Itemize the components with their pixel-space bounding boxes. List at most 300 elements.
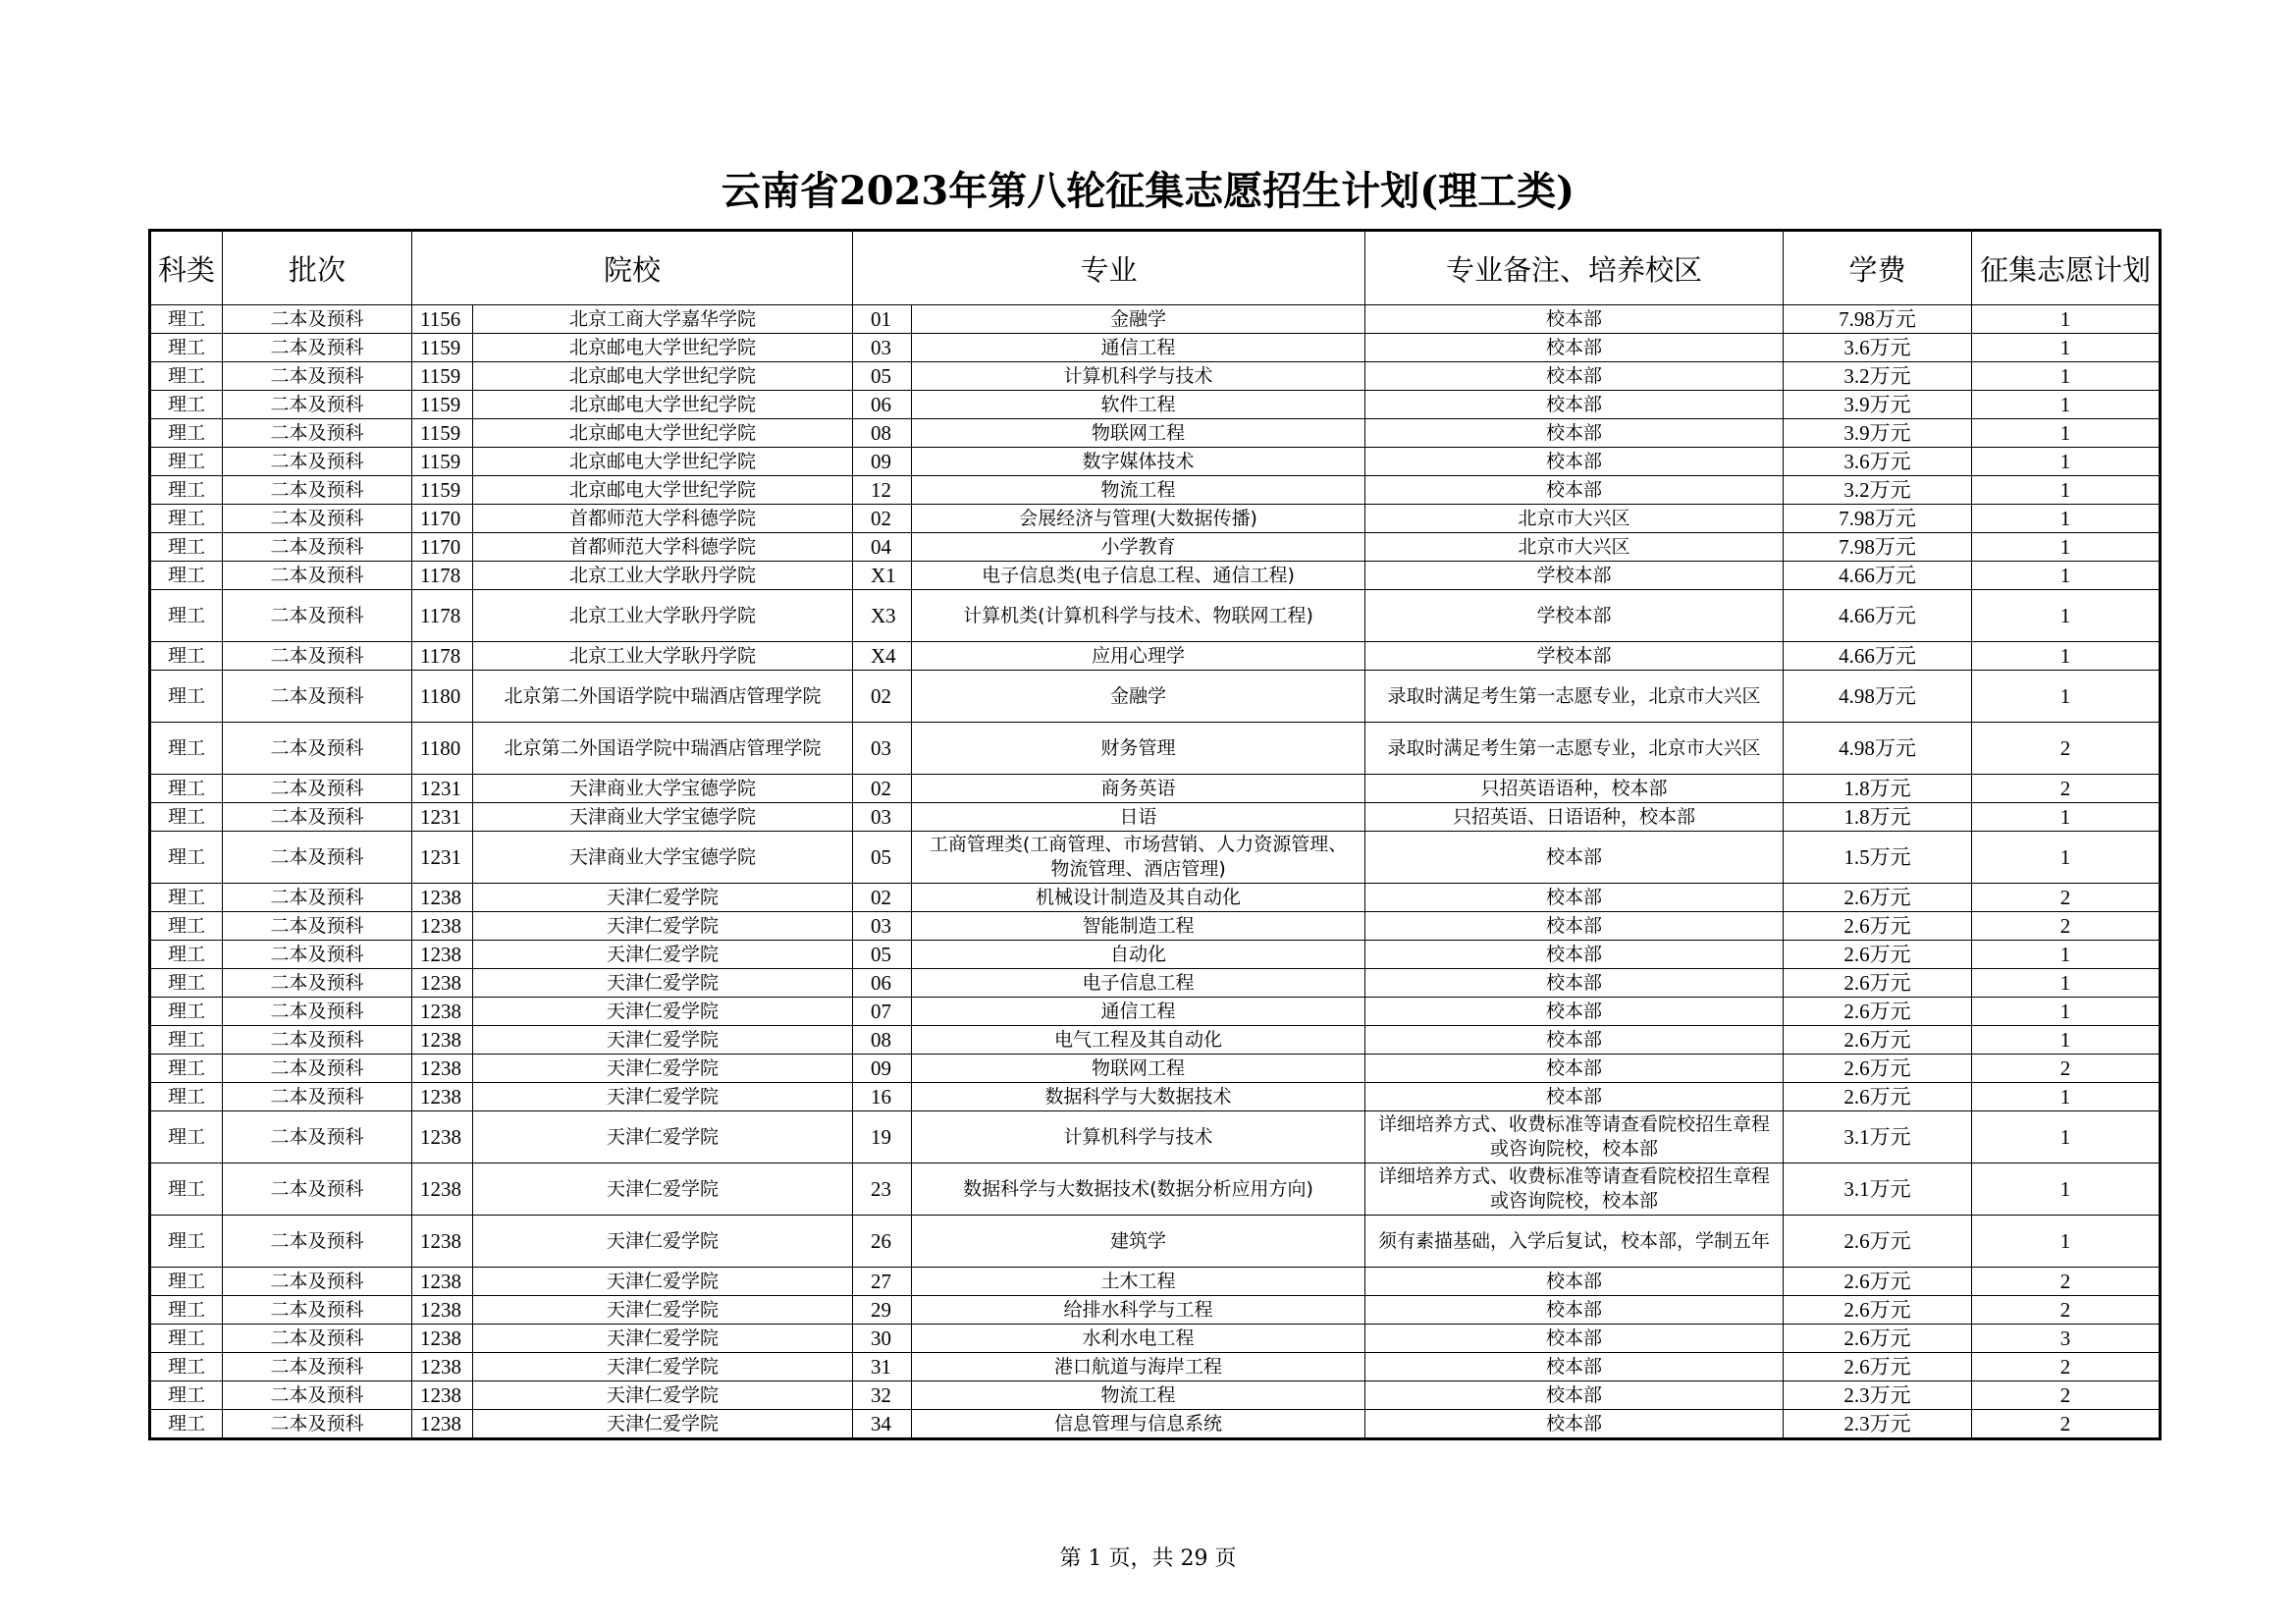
cell-batch: 二本及预科	[223, 1216, 412, 1268]
cell-major-code: 30	[853, 1325, 912, 1353]
cell-plan: 2	[1972, 723, 2161, 775]
cell-remark: 只招英语语种，校本部	[1365, 775, 1784, 803]
cell-category: 理工	[150, 1268, 223, 1296]
table-row	[150, 590, 2161, 642]
cell-batch: 二本及预科	[223, 1268, 412, 1296]
cell-category: 理工	[150, 1026, 223, 1055]
cell-major: 金融学	[912, 671, 1365, 723]
cell-fee: 3.1万元	[1784, 1111, 1972, 1164]
cell-school-code: 1238	[412, 1410, 473, 1439]
cell-fee: 1.5万元	[1784, 832, 1972, 884]
cell-remark: 只招英语、日语语种，校本部	[1365, 803, 1784, 832]
cell-category: 理工	[150, 562, 223, 590]
cell-remark: 校本部	[1365, 998, 1784, 1026]
cell-major: 小学教育	[912, 533, 1365, 562]
cell-fee: 3.2万元	[1784, 476, 1972, 505]
cell-major: 智能制造工程	[912, 912, 1365, 941]
cell-remark: 校本部	[1365, 448, 1784, 476]
page-title: 云南省2023年第八轮征集志愿招生计划(理工类)	[721, 168, 1575, 214]
table-row	[150, 1216, 2161, 1268]
cell-remark: 校本部	[1365, 362, 1784, 391]
cell-remark: 校本部	[1365, 832, 1784, 884]
cell-category: 理工	[150, 642, 223, 671]
cell-remark: 校本部	[1365, 884, 1784, 912]
cell-school-code: 1170	[412, 533, 473, 562]
table-row	[150, 448, 2161, 476]
cell-major: 土木工程	[912, 1268, 1365, 1296]
cell-major-code: 08	[853, 419, 912, 448]
cell-batch: 二本及预科	[223, 775, 412, 803]
cell-school: 天津仁爱学院	[473, 1353, 853, 1381]
table-row	[150, 642, 2161, 671]
cell-category: 理工	[150, 1164, 223, 1216]
cell-school: 天津仁爱学院	[473, 941, 853, 969]
cell-plan: 1	[1972, 505, 2161, 533]
cell-plan: 1	[1972, 803, 2161, 832]
table-row	[150, 671, 2161, 723]
cell-batch: 二本及预科	[223, 941, 412, 969]
cell-remark: 校本部	[1365, 419, 1784, 448]
table-body	[150, 305, 2161, 1439]
page-footer: 第 1 页，共 29 页	[1059, 1546, 1237, 1571]
header-fee: 学费	[1784, 231, 1972, 305]
cell-category: 理工	[150, 533, 223, 562]
cell-major-code: 06	[853, 969, 912, 998]
cell-major: 物联网工程	[912, 419, 1365, 448]
cell-school-code: 1238	[412, 1026, 473, 1055]
cell-fee: 2.6万元	[1784, 1325, 1972, 1353]
cell-major-code: X1	[853, 562, 912, 590]
cell-batch: 二本及预科	[223, 642, 412, 671]
cell-major: 物流工程	[912, 1381, 1365, 1410]
table-row	[150, 305, 2161, 334]
cell-major: 计算机科学与技术	[912, 1111, 1365, 1164]
cell-major-code: 03	[853, 723, 912, 775]
cell-batch: 二本及预科	[223, 533, 412, 562]
cell-category: 理工	[150, 1325, 223, 1353]
cell-major-code: 09	[853, 448, 912, 476]
cell-remark: 详细培养方式、收费标准等请查看院校招生章程或咨询院校，校本部	[1365, 1111, 1784, 1164]
cell-school: 天津仁爱学院	[473, 1381, 853, 1410]
cell-major-code: 03	[853, 803, 912, 832]
cell-major-code: 05	[853, 362, 912, 391]
cell-major: 水利水电工程	[912, 1325, 1365, 1353]
cell-school: 北京工业大学耿丹学院	[473, 590, 853, 642]
cell-remark: 北京市大兴区	[1365, 505, 1784, 533]
cell-plan: 1	[1972, 998, 2161, 1026]
cell-school-code: 1178	[412, 642, 473, 671]
header-school: 院校	[412, 231, 853, 305]
cell-major-code: 02	[853, 884, 912, 912]
cell-remark: 校本部	[1365, 969, 1784, 998]
cell-fee: 2.6万元	[1784, 969, 1972, 998]
cell-plan: 2	[1972, 912, 2161, 941]
cell-school-code: 1238	[412, 1055, 473, 1083]
cell-fee: 7.98万元	[1784, 505, 1972, 533]
cell-school-code: 1238	[412, 1381, 473, 1410]
cell-school: 天津仁爱学院	[473, 998, 853, 1026]
cell-plan: 2	[1972, 1353, 2161, 1381]
cell-school: 天津商业大学宝德学院	[473, 775, 853, 803]
cell-fee: 3.9万元	[1784, 391, 1972, 419]
cell-major-code: X3	[853, 590, 912, 642]
cell-batch: 二本及预科	[223, 1381, 412, 1410]
cell-major-code: 12	[853, 476, 912, 505]
cell-remark: 北京市大兴区	[1365, 533, 1784, 562]
cell-category: 理工	[150, 1410, 223, 1439]
cell-fee: 2.6万元	[1784, 998, 1972, 1026]
cell-category: 理工	[150, 884, 223, 912]
cell-category: 理工	[150, 1381, 223, 1410]
table-row	[150, 419, 2161, 448]
cell-fee: 4.98万元	[1784, 671, 1972, 723]
table-row	[150, 969, 2161, 998]
cell-batch: 二本及预科	[223, 362, 412, 391]
cell-school-code: 1238	[412, 1353, 473, 1381]
header-major: 专业	[853, 231, 1365, 305]
cell-school: 北京邮电大学世纪学院	[473, 448, 853, 476]
cell-plan: 1	[1972, 832, 2161, 884]
table-row	[150, 1410, 2161, 1439]
cell-plan: 1	[1972, 419, 2161, 448]
cell-school: 天津仁爱学院	[473, 1026, 853, 1055]
cell-school: 北京工业大学耿丹学院	[473, 562, 853, 590]
cell-school: 天津仁爱学院	[473, 1111, 853, 1164]
header-plan: 征集志愿计划	[1972, 231, 2161, 305]
cell-school-code: 1238	[412, 1325, 473, 1353]
cell-batch: 二本及预科	[223, 305, 412, 334]
cell-plan: 1	[1972, 941, 2161, 969]
table-row	[150, 334, 2161, 362]
cell-plan: 1	[1972, 1216, 2161, 1268]
cell-school: 北京邮电大学世纪学院	[473, 391, 853, 419]
table-row	[150, 1111, 2161, 1164]
cell-major-code: 26	[853, 1216, 912, 1268]
cell-fee: 3.1万元	[1784, 1164, 1972, 1216]
cell-fee: 3.6万元	[1784, 448, 1972, 476]
cell-major-code: 02	[853, 671, 912, 723]
cell-plan: 2	[1972, 1296, 2161, 1325]
cell-plan: 1	[1972, 305, 2161, 334]
cell-batch: 二本及预科	[223, 391, 412, 419]
cell-major-code: 05	[853, 941, 912, 969]
cell-school-code: 1238	[412, 969, 473, 998]
cell-category: 理工	[150, 391, 223, 419]
cell-fee: 4.66万元	[1784, 562, 1972, 590]
cell-school: 北京邮电大学世纪学院	[473, 476, 853, 505]
cell-school-code: 1238	[412, 1296, 473, 1325]
cell-remark: 校本部	[1365, 334, 1784, 362]
cell-remark: 校本部	[1365, 1325, 1784, 1353]
cell-major: 电子信息类(电子信息工程、通信工程)	[912, 562, 1365, 590]
table-row	[150, 723, 2161, 775]
cell-school-code: 1238	[412, 884, 473, 912]
cell-major-code: 19	[853, 1111, 912, 1164]
cell-remark: 学校本部	[1365, 642, 1784, 671]
cell-school: 天津仁爱学院	[473, 1325, 853, 1353]
table-row	[150, 1055, 2161, 1083]
table-row	[150, 803, 2161, 832]
cell-batch: 二本及预科	[223, 448, 412, 476]
cell-fee: 2.6万元	[1784, 1083, 1972, 1111]
cell-plan: 1	[1972, 642, 2161, 671]
cell-batch: 二本及预科	[223, 419, 412, 448]
cell-fee: 2.6万元	[1784, 1055, 1972, 1083]
cell-major-code: 29	[853, 1296, 912, 1325]
cell-plan: 1	[1972, 1083, 2161, 1111]
cell-fee: 2.6万元	[1784, 1353, 1972, 1381]
cell-fee: 2.6万元	[1784, 1216, 1972, 1268]
cell-batch: 二本及预科	[223, 969, 412, 998]
cell-major: 数字媒体技术	[912, 448, 1365, 476]
cell-school-code: 1238	[412, 998, 473, 1026]
cell-fee: 4.66万元	[1784, 590, 1972, 642]
cell-school: 天津仁爱学院	[473, 884, 853, 912]
cell-batch: 二本及预科	[223, 1410, 412, 1439]
cell-school: 天津仁爱学院	[473, 969, 853, 998]
cell-school-code: 1180	[412, 671, 473, 723]
cell-school-code: 1159	[412, 476, 473, 505]
cell-category: 理工	[150, 671, 223, 723]
cell-fee: 4.66万元	[1784, 642, 1972, 671]
cell-plan: 1	[1972, 1111, 2161, 1164]
cell-fee: 3.2万元	[1784, 362, 1972, 391]
cell-major-code: 34	[853, 1410, 912, 1439]
cell-batch: 二本及预科	[223, 1026, 412, 1055]
cell-remark: 校本部	[1365, 1296, 1784, 1325]
cell-plan: 2	[1972, 1055, 2161, 1083]
cell-major: 自动化	[912, 941, 1365, 969]
table-row	[150, 562, 2161, 590]
cell-remark: 校本部	[1365, 1410, 1784, 1439]
cell-fee: 7.98万元	[1784, 533, 1972, 562]
cell-plan: 1	[1972, 448, 2161, 476]
cell-school: 天津商业大学宝德学院	[473, 832, 853, 884]
cell-remark: 录取时满足考生第一志愿专业，北京市大兴区	[1365, 671, 1784, 723]
table-row	[150, 832, 2161, 884]
cell-school: 天津仁爱学院	[473, 912, 853, 941]
cell-category: 理工	[150, 448, 223, 476]
cell-major-code: X4	[853, 642, 912, 671]
cell-major: 应用心理学	[912, 642, 1365, 671]
table-row	[150, 1325, 2161, 1353]
cell-batch: 二本及预科	[223, 1164, 412, 1216]
cell-major-code: 31	[853, 1353, 912, 1381]
cell-remark: 录取时满足考生第一志愿专业，北京市大兴区	[1365, 723, 1784, 775]
cell-category: 理工	[150, 941, 223, 969]
cell-batch: 二本及预科	[223, 832, 412, 884]
cell-fee: 2.6万元	[1784, 1026, 1972, 1055]
cell-category: 理工	[150, 334, 223, 362]
cell-category: 理工	[150, 476, 223, 505]
enrollment-plan-table	[148, 229, 2162, 1440]
cell-major-code: 04	[853, 533, 912, 562]
cell-school: 北京邮电大学世纪学院	[473, 334, 853, 362]
cell-batch: 二本及预科	[223, 671, 412, 723]
header-batch: 批次	[223, 231, 412, 305]
cell-major: 机械设计制造及其自动化	[912, 884, 1365, 912]
cell-remark: 须有素描基础，入学后复试，校本部，学制五年	[1365, 1216, 1784, 1268]
cell-major-code: 08	[853, 1026, 912, 1055]
cell-category: 理工	[150, 1055, 223, 1083]
cell-school-code: 1238	[412, 1216, 473, 1268]
cell-category: 理工	[150, 362, 223, 391]
cell-batch: 二本及预科	[223, 1055, 412, 1083]
cell-remark: 校本部	[1365, 912, 1784, 941]
cell-fee: 2.6万元	[1784, 941, 1972, 969]
cell-fee: 1.8万元	[1784, 803, 1972, 832]
cell-school: 天津仁爱学院	[473, 1410, 853, 1439]
cell-remark: 校本部	[1365, 1026, 1784, 1055]
cell-batch: 二本及预科	[223, 998, 412, 1026]
cell-major-code: 02	[853, 775, 912, 803]
cell-major: 物流工程	[912, 476, 1365, 505]
cell-major-code: 32	[853, 1381, 912, 1410]
cell-batch: 二本及预科	[223, 476, 412, 505]
cell-plan: 1	[1972, 671, 2161, 723]
cell-plan: 2	[1972, 1381, 2161, 1410]
cell-school-code: 1238	[412, 941, 473, 969]
table-row	[150, 391, 2161, 419]
header-remark: 专业备注、培养校区	[1365, 231, 1784, 305]
cell-school-code: 1231	[412, 803, 473, 832]
cell-fee: 2.6万元	[1784, 1268, 1972, 1296]
cell-school-code: 1231	[412, 775, 473, 803]
cell-remark: 校本部	[1365, 391, 1784, 419]
cell-major-code: 09	[853, 1055, 912, 1083]
cell-category: 理工	[150, 1296, 223, 1325]
table-row	[150, 941, 2161, 969]
cell-school-code: 1159	[412, 419, 473, 448]
cell-major-code: 07	[853, 998, 912, 1026]
cell-plan: 3	[1972, 1325, 2161, 1353]
cell-school-code: 1238	[412, 1111, 473, 1164]
cell-major: 会展经济与管理(大数据传播)	[912, 505, 1365, 533]
cell-school: 天津仁爱学院	[473, 1055, 853, 1083]
cell-school-code: 1159	[412, 391, 473, 419]
cell-batch: 二本及预科	[223, 562, 412, 590]
cell-category: 理工	[150, 590, 223, 642]
cell-school-code: 1178	[412, 562, 473, 590]
table-row	[150, 884, 2161, 912]
cell-batch: 二本及预科	[223, 803, 412, 832]
cell-batch: 二本及预科	[223, 1083, 412, 1111]
cell-school: 北京第二外国语学院中瑞酒店管理学院	[473, 723, 853, 775]
cell-school-code: 1156	[412, 305, 473, 334]
cell-major: 信息管理与信息系统	[912, 1410, 1365, 1439]
cell-school-code: 1238	[412, 1164, 473, 1216]
cell-school-code: 1178	[412, 590, 473, 642]
cell-school-code: 1231	[412, 832, 473, 884]
cell-remark: 学校本部	[1365, 590, 1784, 642]
cell-fee: 7.98万元	[1784, 305, 1972, 334]
cell-fee: 2.6万元	[1784, 884, 1972, 912]
cell-major-code: 02	[853, 505, 912, 533]
cell-fee: 3.9万元	[1784, 419, 1972, 448]
cell-remark: 校本部	[1365, 1381, 1784, 1410]
table-row	[150, 362, 2161, 391]
table-row	[150, 998, 2161, 1026]
cell-plan: 1	[1972, 562, 2161, 590]
cell-category: 理工	[150, 419, 223, 448]
cell-school: 天津仁爱学院	[473, 1268, 853, 1296]
cell-plan: 1	[1972, 1164, 2161, 1216]
cell-major-code: 23	[853, 1164, 912, 1216]
cell-major-code: 05	[853, 832, 912, 884]
cell-plan: 1	[1972, 476, 2161, 505]
cell-remark: 校本部	[1365, 1268, 1784, 1296]
cell-school: 北京工商大学嘉华学院	[473, 305, 853, 334]
cell-school: 首都师范大学科德学院	[473, 533, 853, 562]
cell-plan: 2	[1972, 775, 2161, 803]
cell-batch: 二本及预科	[223, 590, 412, 642]
cell-batch: 二本及预科	[223, 1353, 412, 1381]
cell-remark: 学校本部	[1365, 562, 1784, 590]
cell-school: 天津商业大学宝德学院	[473, 803, 853, 832]
cell-category: 理工	[150, 832, 223, 884]
table-row	[150, 775, 2161, 803]
cell-fee: 3.6万元	[1784, 334, 1972, 362]
table-row	[150, 1268, 2161, 1296]
cell-remark: 校本部	[1365, 476, 1784, 505]
cell-school-code: 1170	[412, 505, 473, 533]
cell-remark: 校本部	[1365, 1083, 1784, 1111]
cell-fee: 2.3万元	[1784, 1381, 1972, 1410]
table-row	[150, 1353, 2161, 1381]
table-row	[150, 476, 2161, 505]
cell-category: 理工	[150, 998, 223, 1026]
cell-major: 建筑学	[912, 1216, 1365, 1268]
cell-major: 金融学	[912, 305, 1365, 334]
cell-batch: 二本及预科	[223, 1325, 412, 1353]
cell-school-code: 1180	[412, 723, 473, 775]
cell-remark: 校本部	[1365, 1055, 1784, 1083]
cell-major-code: 01	[853, 305, 912, 334]
cell-plan: 1	[1972, 533, 2161, 562]
cell-major: 日语	[912, 803, 1365, 832]
cell-batch: 二本及预科	[223, 334, 412, 362]
cell-plan: 1	[1972, 362, 2161, 391]
cell-major: 软件工程	[912, 391, 1365, 419]
cell-batch: 二本及预科	[223, 912, 412, 941]
cell-school: 天津仁爱学院	[473, 1083, 853, 1111]
cell-category: 理工	[150, 1216, 223, 1268]
table-row	[150, 533, 2161, 562]
table-row	[150, 1083, 2161, 1111]
cell-category: 理工	[150, 969, 223, 998]
cell-major: 财务管理	[912, 723, 1365, 775]
cell-major: 港口航道与海岸工程	[912, 1353, 1365, 1381]
cell-batch: 二本及预科	[223, 723, 412, 775]
table-row	[150, 912, 2161, 941]
cell-school-code: 1159	[412, 362, 473, 391]
cell-major-code: 03	[853, 912, 912, 941]
cell-plan: 1	[1972, 969, 2161, 998]
cell-plan: 1	[1972, 391, 2161, 419]
cell-category: 理工	[150, 505, 223, 533]
cell-remark: 详细培养方式、收费标准等请查看院校招生章程或咨询院校，校本部	[1365, 1164, 1784, 1216]
cell-school-code: 1238	[412, 1268, 473, 1296]
table-row	[150, 1026, 2161, 1055]
cell-plan: 1	[1972, 1026, 2161, 1055]
cell-category: 理工	[150, 1111, 223, 1164]
cell-major-code: 06	[853, 391, 912, 419]
cell-school: 北京邮电大学世纪学院	[473, 362, 853, 391]
cell-plan: 2	[1972, 884, 2161, 912]
table-row	[150, 505, 2161, 533]
cell-school: 北京第二外国语学院中瑞酒店管理学院	[473, 671, 853, 723]
cell-category: 理工	[150, 912, 223, 941]
